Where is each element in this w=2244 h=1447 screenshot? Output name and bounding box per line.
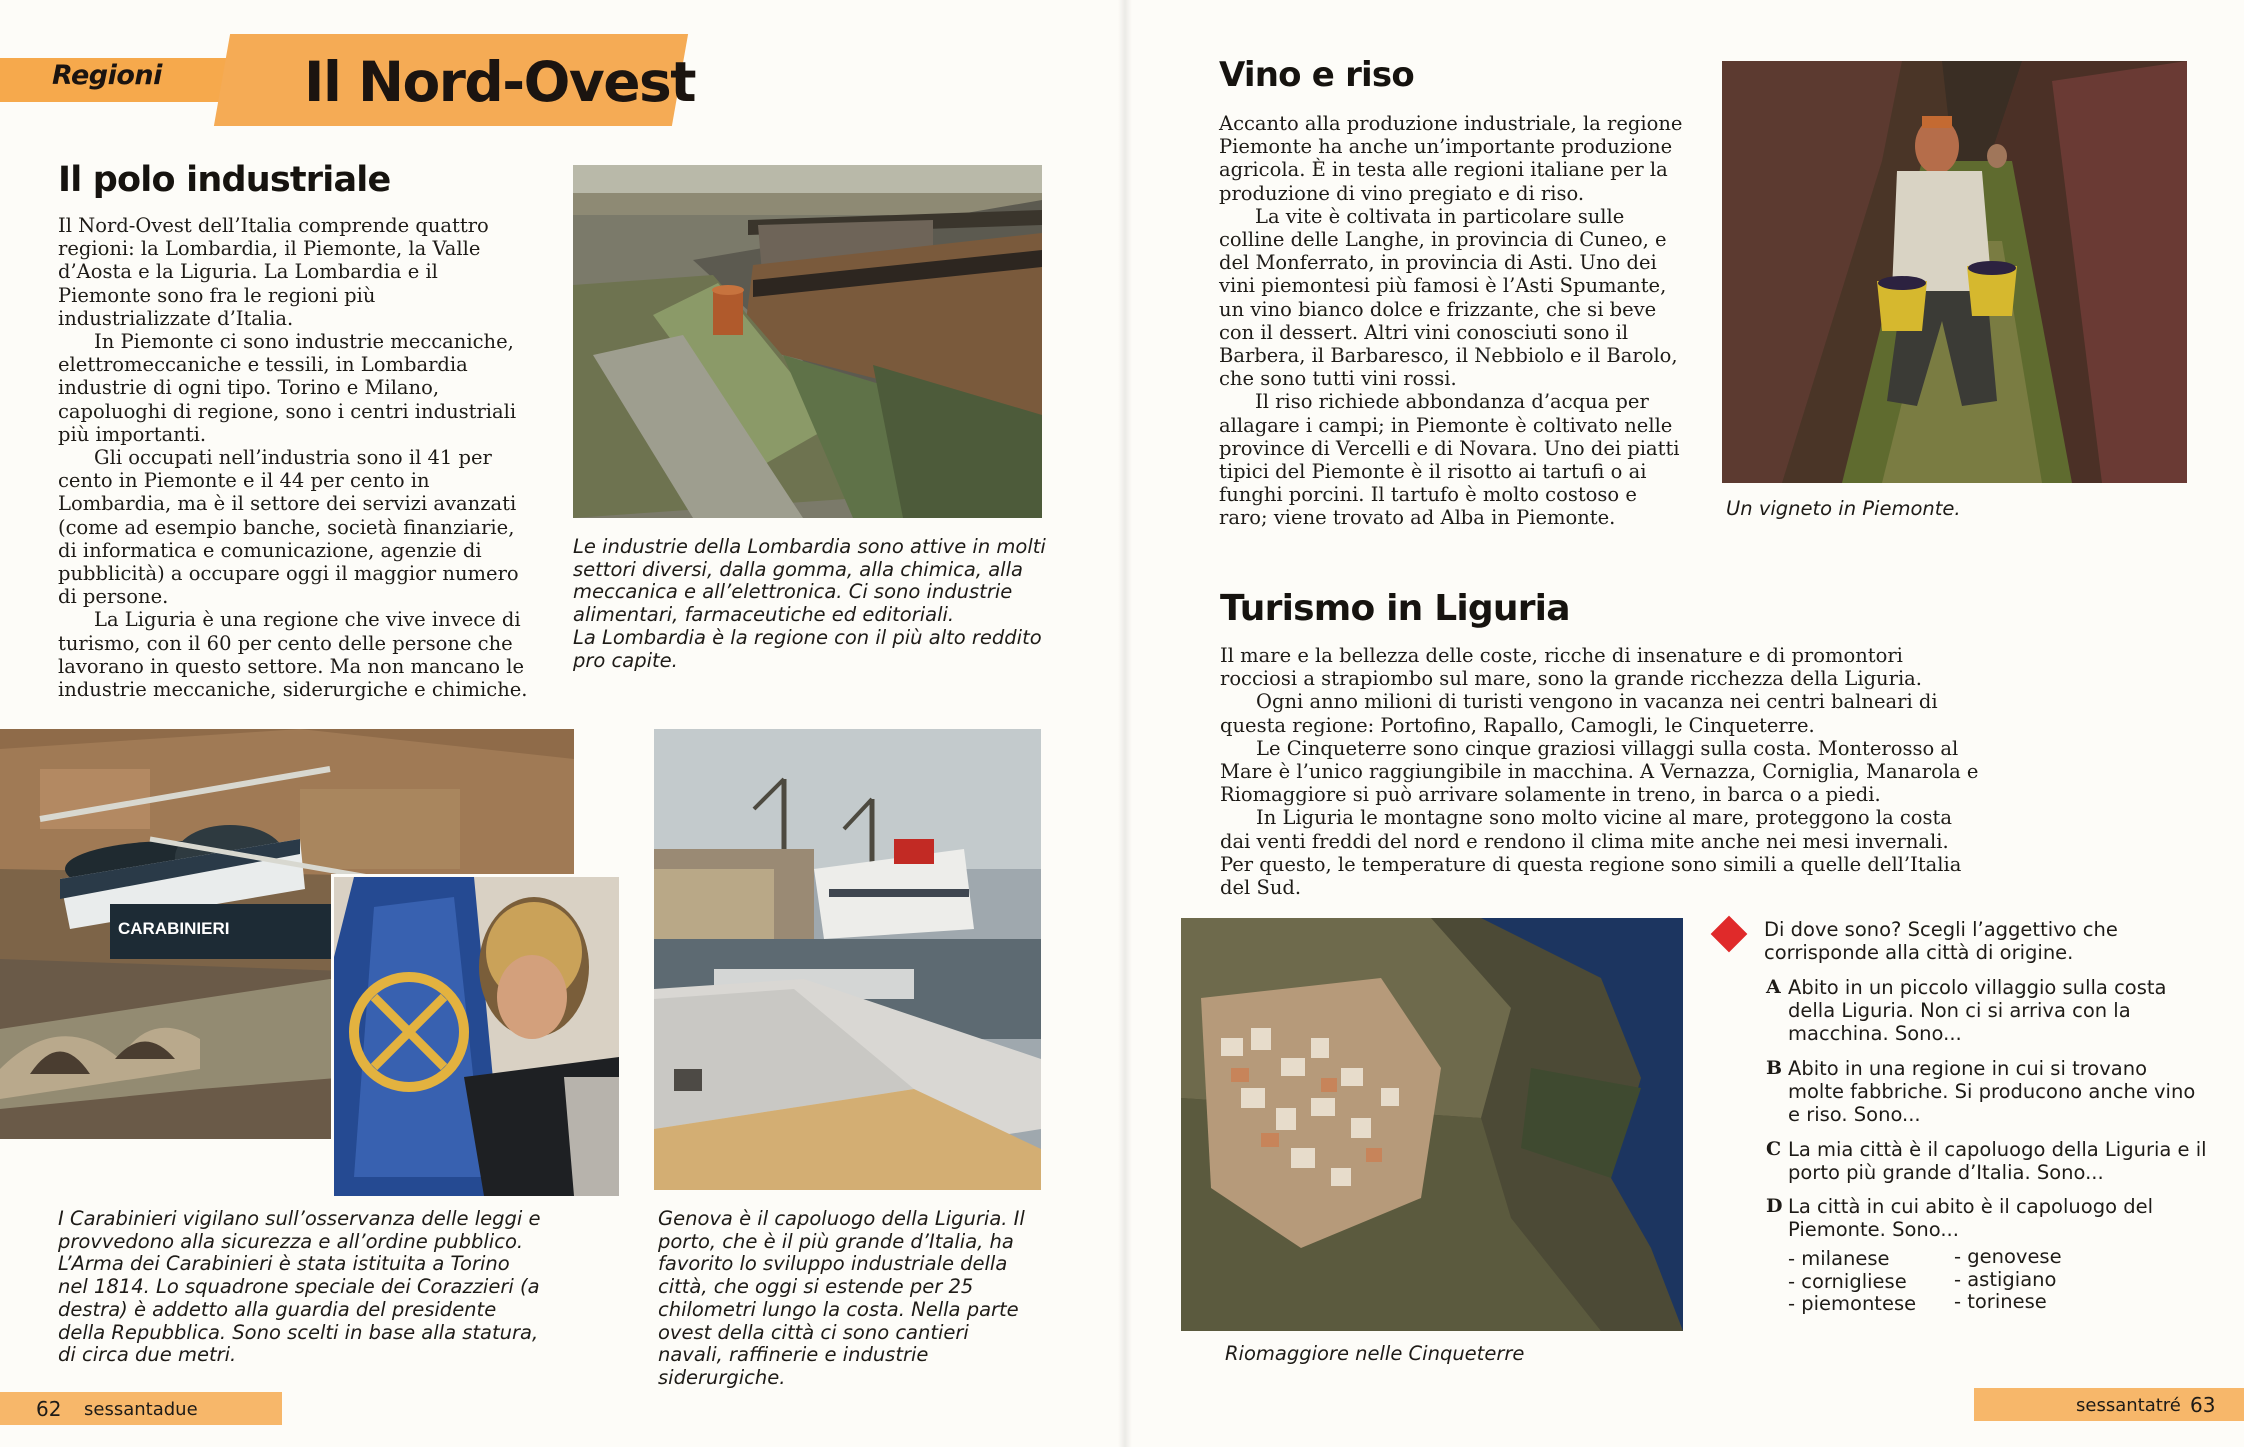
exercise-letter: B bbox=[1766, 1057, 1783, 1079]
exercise-item-b bbox=[1766, 1057, 2206, 1127]
caption-carabinieri: I Carabinieri vigilano sull’osservanza delle leggi e provvedono alla sicurezza e all’ordine pubblico. L’Arma dei Carabinieri è stata istituita a Torino nel 1814. Lo squadrone speciale dei Corazzieri (a destra) è addetto alla guardia del presidente della Repubblica. Sono scelti in base alla statura, di circa due metri. bbox=[58, 1207, 541, 1367]
caption-vineyard: Un vigneto in Piemonte. bbox=[1726, 497, 1961, 520]
industry-photo bbox=[573, 165, 1042, 518]
exercise-prompt: Di dove sono? Scegli l’aggettivo che corrisponde alla città di origine. bbox=[1764, 918, 2118, 965]
paragraph: Il mare e la bellezza delle coste, ricche di insenature e di promontori rocciosi a strapiombo sul mare, sono la grande ricchezza della Liguria. bbox=[1220, 644, 1922, 691]
paragraph: Le Cinqueterre sono cinque graziosi villaggi sulla costa. Monterosso al Mare è l’unico raggiungibile in macchina. A Vernazza, Corniglia, Manarola e Riomaggiore si può arrivare solamente in treno, in barca o a piedi. bbox=[1220, 736, 1979, 807]
options-column-1 bbox=[1788, 1248, 1916, 1316]
caption-line: Le industrie della Lombardia sono attive in molti settori diversi, dalla gomma, alla chimica, alla meccanica e all’elettronica. Ci sono industrie alimentari, farmaceutiche ed editoriali. bbox=[573, 535, 1046, 627]
paragraph: La Liguria è una regione che vive invece di turismo, con il 60 per cento delle persone che lavorano in questo settore. Ma non mancano le industrie meccaniche, siderurgiche e chimiche. bbox=[58, 608, 528, 702]
riomaggiore-photo bbox=[1181, 918, 1683, 1331]
caption-industry bbox=[573, 536, 1053, 672]
exercise-item-c bbox=[1766, 1138, 2206, 1188]
section-tag: Regioni bbox=[52, 60, 162, 91]
corazziere-photo bbox=[331, 874, 622, 1199]
page-number-right: 63 bbox=[2190, 1393, 2216, 1417]
paragraph: Il Nord-Ovest dell’Italia comprende quattro regioni: la Lombardia, il Piemonte, la Valle d’Aosta e la Liguria. La Lombardia e il Piemonte sono fra le regioni più industrializzate d’Italia. bbox=[58, 214, 489, 330]
vineyard-photo bbox=[1722, 61, 2187, 483]
option-astigiano: - astigiano bbox=[1954, 1267, 2057, 1291]
option-cornigliese: - cornigliese bbox=[1788, 1269, 1907, 1293]
book-spine bbox=[1118, 0, 1132, 1447]
article-vino-riso bbox=[1219, 112, 1687, 530]
paragraph: Gli occupati nell’industria sono il 41 per cento in Piemonte e il 44 per cento in Lombardia, ma è il settore dei servizi avanzati (come ad esempio banche, società finanziarie, di informatica e comunicazione, agenzie di pubblicità) a occupare oggi il maggior numero di persone. bbox=[58, 446, 519, 609]
exercise-text: Abito in un piccolo villaggio sulla costa della Liguria. Non ci si arriva con la macchina. Sono... bbox=[1788, 976, 2167, 1046]
exercise-letter: A bbox=[1766, 976, 1781, 998]
exercise-item-a bbox=[1766, 976, 2206, 1046]
option-piemontese: - piemontese bbox=[1788, 1292, 1917, 1315]
caption-line: La Lombardia è la regione con il più alto reddito pro capite. bbox=[573, 625, 1042, 672]
page-title: Il Nord-Ovest bbox=[304, 50, 696, 114]
heading-vino-riso: Vino e riso bbox=[1219, 55, 1414, 95]
caption-genova: Genova è il capoluogo della Liguria. Il porto, che è il più grande d’Italia, ha favorito lo sviluppo industriale della città, che oggi si estende per 25 chilometri lungo la costa. Nella parte ovest della città ci sono cantieri navali, raffinerie e industrie siderurgiche. bbox=[658, 1207, 1025, 1389]
exercise-letter: C bbox=[1766, 1138, 1782, 1160]
exercise-letter: D bbox=[1766, 1195, 1783, 1217]
helicopter-label: CARABINIERI bbox=[118, 919, 230, 938]
option-milanese: - milanese bbox=[1788, 1247, 1890, 1270]
option-genovese: - genovese bbox=[1954, 1245, 2062, 1268]
page-word-right: sessantatré bbox=[2076, 1395, 2181, 1416]
exercise-text: La città in cui abito è il capoluogo del Piemonte. Sono... bbox=[1788, 1195, 2153, 1242]
paragraph: Ogni anno milioni di turisti vengono in vacanza nei centri balneari di questa regione: Portofino, Rapallo, Camogli, le Cinqueterre. bbox=[1220, 690, 1938, 737]
option-torinese: - torinese bbox=[1954, 1290, 2047, 1313]
heading-turismo-liguria: Turismo in Liguria bbox=[1220, 588, 1570, 629]
heading-polo-industriale: Il polo industriale bbox=[58, 160, 391, 200]
exercise-text: La mia città è il capoluogo della Liguria e il porto più grande d’Italia. Sono... bbox=[1788, 1138, 2207, 1185]
genova-port-photo bbox=[654, 729, 1041, 1190]
article-turismo-liguria bbox=[1220, 644, 1982, 899]
exercise-item-d bbox=[1766, 1195, 2206, 1245]
options-column-2 bbox=[1954, 1246, 2062, 1314]
page-number-left: 62 bbox=[36, 1397, 62, 1421]
paragraph: Accanto alla produzione industriale, la regione Piemonte ha anche un’importante produzione agricola. È in testa alle regioni italiane per la produzione di vino pregiato e di riso. bbox=[1219, 112, 1683, 205]
paragraph: In Piemonte ci sono industrie meccaniche, elettromeccaniche e tessili, in Lombardia industrie di ogni tipo. Torino e Milano, capoluoghi di regione, sono i centri industriali più importanti. bbox=[58, 330, 517, 446]
page-word-left: sessantadue bbox=[84, 1399, 198, 1420]
paragraph: In Liguria le montagne sono molto vicine al mare, proteggono la costa dai venti freddi del nord e rendono il clima mite anche nei mesi invernali. Per questo, le temperature di questa regione sono simili a quelle dell’Italia del Sud. bbox=[1220, 806, 1962, 900]
article-polo-industriale bbox=[58, 214, 534, 701]
paragraph: La vite è coltivata in particolare sulle colline delle Langhe, in provincia di Cuneo, e del Monferrato, in provincia di Asti. Uno dei vini piemontesi più famosi è l’Asti Spumante, un vino bianco dolce e frizzante, che si beve con il dessert. Altri vini conosciuti sono il Barbera, il Barbaresco, il Nebbiolo e il Barolo, che sono tutti vini rossi. bbox=[1219, 204, 1678, 391]
exercise-text: Abito in una regione in cui si trovano molte fabbriche. Si producono anche vino e riso. Sono... bbox=[1788, 1057, 2196, 1127]
paragraph: Il riso richiede abbondanza d’acqua per allagare i campi; in Piemonte è coltivato nelle province di Vercelli e di Novara. Uno dei piatti tipici del Piemonte è il risotto ai tartufi o ai funghi porcini. Il tartufo è molto costoso e raro; viene trovato ad Alba in Piemonte. bbox=[1219, 390, 1680, 530]
exercise-diamond-icon bbox=[1711, 916, 1748, 953]
caption-riomaggiore: Riomaggiore nelle Cinqueterre bbox=[1225, 1342, 1525, 1365]
